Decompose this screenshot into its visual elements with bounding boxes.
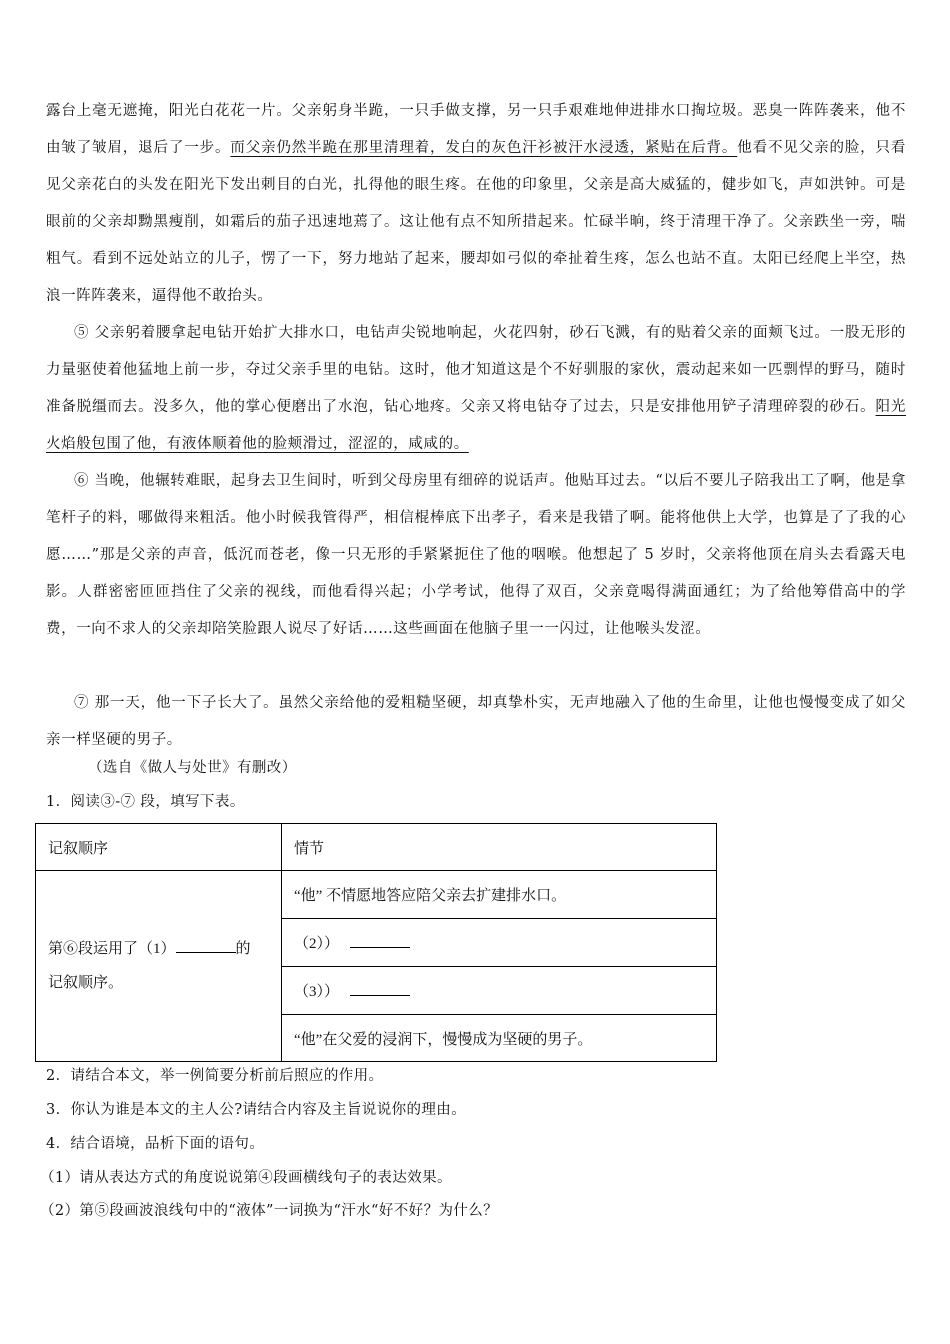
header-narrative-order: 记叙顺序 xyxy=(36,824,282,871)
plot-cell-2 xyxy=(282,919,717,967)
question-4-2: （2）第⑤段画波浪线句中的“液体”一词换为“汗水“好不好？为什么？ xyxy=(40,1203,499,1219)
answer-blank-2[interactable] xyxy=(350,933,410,948)
question-4-1: （1）请从表达方式的角度说说第④段画横线句子的表达效果。 xyxy=(40,1170,452,1186)
paragraph-5-text: ⑤ 父亲躬着腰拿起电钻开始扩大排水口，电钻声尖锐地响起，火花四射，砂石飞溅，有的贴着父亲的面颊飞过。一股无形的力量驱使着他猛地上前一步，夺过父亲手里的电钻。这时，他才知道这是个不好驯服的家伙，震动起来如一匹剽悍的野马，随时准备脱缰而去。没多久，他的掌心便磨出了水泡，钻心地疼。父亲又将电钻夺了过去，只是安排他用铲子清理碎裂的砂石。 xyxy=(46,325,906,415)
plot-cell-4: “他”在父爱的浸润下，慢慢成为坚硬的男子。 xyxy=(282,1015,717,1062)
question-2: 2．请结合本文，举一例简要分析前后照应的作用。 xyxy=(46,1068,384,1084)
table-header-row xyxy=(36,824,717,871)
answer-blank-3[interactable] xyxy=(350,981,410,996)
question-1: 1．阅读③-⑦ 段，填写下表。 xyxy=(46,794,245,810)
paragraph-4 xyxy=(46,93,906,315)
plot-cell-2-label: （2）） xyxy=(294,936,340,952)
plot-cell-3 xyxy=(282,967,717,1015)
order-cell-text: 第⑥段运用了（1） xyxy=(48,941,176,957)
answer-blank-1[interactable] xyxy=(176,938,236,953)
question-4: 4．结合语境，品析下面的语句。 xyxy=(46,1136,265,1152)
paragraph-4-text-a: 露台上毫无遮掩，阳光白花花一片。父亲躬身半跪，一只手做支撑，另一只手艰难地伸进排水口掏垃圾。恶臭一阵阵袭来，他不由皱了皱眉，退后了一步。 xyxy=(46,103,906,156)
table-row xyxy=(36,871,717,919)
paragraph-7: ⑦ 那一天，他一下子长大了。虽然父亲给他的爱粗糙坚硬，却真挚朴实，无声地融入了他的生命里，让他也慢慢变成了如父亲一样坚硬的男子。 xyxy=(46,695,906,748)
paragraph-4-text-b: 他看不见父亲的脸，只看见父亲花白的头发在阳光下发出刺目的白光，扎得他的眼生疼。在他的印象里，父亲是高大威猛的，健步如飞，声如洪钟。可是眼前的父亲却黝黑瘦削，如霜后的茄子迅速地蔫了。这让他有点不知所措起来。忙碌半晌，终于清理干净了。父亲跌坐一旁，喘粗气。看到不远处站立的儿子，愣了一下，努力地站了起来，腰却如弓似的牵扯着生疼，怎么也站不直。太阳已经爬上半空，热浪一阵阵袭来，逼得他不敢抬头。 xyxy=(46,140,906,304)
plot-cell-3-label: （3）） xyxy=(294,984,340,1000)
paragraph-6: ⑥ 当晚，他辗转难眠，起身去卫生间时，听到父母房里有细碎的说话声。他贴耳过去。“以后不要儿子陪我出工了啊，他是拿笔杆子的料，哪做得来粗活。他小时候我管得严，相信棍棒底下出孝子，看来是我错了啊。能将他供上大学，也算是了了我的心愿……”那是父亲的声音，低沉而苍老，像一只无形的手紧紧扼住了他的咽喉。他想起了 5 岁时，父亲将他顶在肩头去看露天电影。人群密密匝匝挡住了父亲的视线，而他看得兴起；小学考试，他得了双百，父亲竟喝得满面通红；为了给他筹借高中的学费，一向不求人的父亲却陪笑脸跟人说尽了好话……这些画面在他脑子里一一闪过，让他喉头发涩。 xyxy=(46,473,906,637)
order-cell-tail: 的 xyxy=(235,941,251,957)
header-plot: 情节 xyxy=(282,824,717,871)
narrative-order-cell xyxy=(36,871,282,1062)
paragraph-4-underlined-sentence: 而父亲仍然半跪在那里清理着，发白的灰色汗衫被汗水浸透，紧贴在后背。 xyxy=(230,140,738,156)
order-cell-text-2: 记叙顺序。 xyxy=(48,975,124,991)
question-3: 3．你认为谁是本文的主人公?请结合内容及主旨说说你的理由。 xyxy=(46,1102,467,1118)
answer-table xyxy=(35,823,717,1062)
plot-cell-1: “他” 不情愿地答应陪父亲去扩建排水口。 xyxy=(282,871,717,919)
source-note: （选自《做人与处世》有删改） xyxy=(88,760,297,776)
paragraph-5-wavy-sentence: 阳光火焰般包围了他，有液体顺着他的脸颊滑过，涩涩的，咸咸的。 xyxy=(46,399,906,452)
paragraph-5 xyxy=(46,315,906,463)
